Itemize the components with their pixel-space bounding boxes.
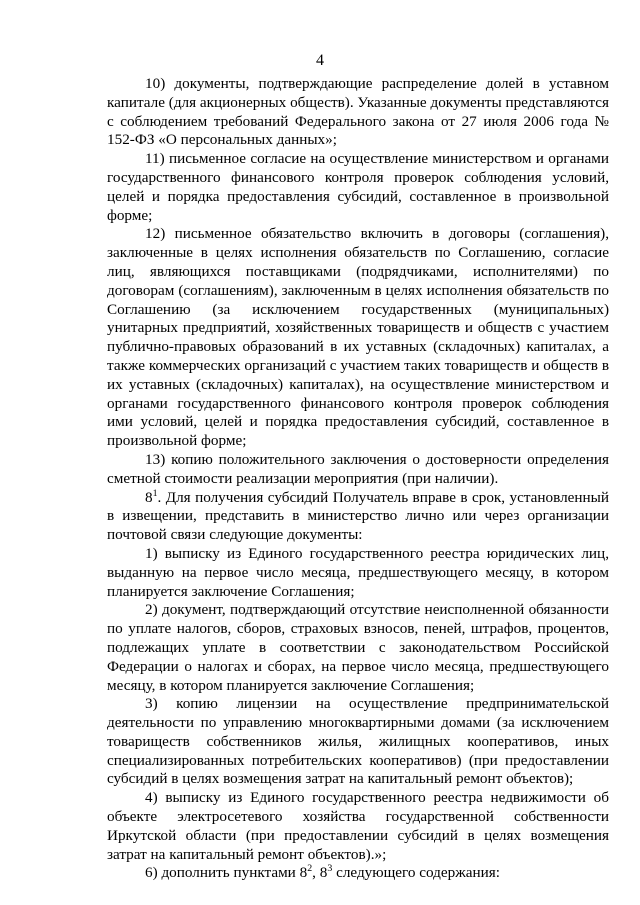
paragraph-text: . Для получения субсидий Получатель вправе в срок, установленный в извещении, представить в министерство лично или через организации почтовой связи следующие документы: [107, 488, 609, 544]
paragraph-text: следующего содержания: [332, 864, 500, 882]
list-item [107, 225, 609, 451]
clause-number: 8 [145, 488, 153, 506]
clause-superscript: 1 [152, 487, 158, 499]
paragraph-text: 13) копию положительного заключения о достоверности определения сметной стоимости реализации мероприятия (при наличии). [107, 450, 609, 487]
paragraph-text: 6) дополнить пунктами 8 [145, 864, 308, 882]
amendment-item [107, 864, 609, 883]
document-body [107, 75, 609, 883]
paragraph-text: 12) письменное обязательство включить в договоры (соглашения), заключенные в целях исполнения обязательств по Соглашению, согласие лиц, являющихся поставщиками (подрядчиками, исполнителями) по договорам (соглашениям), заключенным в целях исполнения обязательств по Соглашению (за исключением государственных (муниципальных) унитарных предприятий, хозяйственных товариществ и обществ с участием публично-правовых образований в их уставных (складочных) капиталах, а также коммерческих организаций с участием таких товариществ и обществ в их уставных (складочных) капиталах), на осуществление министерством и органами государственного финансового контроля проверок соблюдения ими условий, целей и порядка предоставления субсидий, составленное в произвольной форме; [107, 225, 609, 450]
clause-superscript: 2 [307, 863, 313, 875]
paragraph-text: 11) письменное согласие на осуществление министерством и органами государственного финансового контроля проверок соблюдения условий, целей и порядка предоставления субсидий, составленное в произвольной форме; [107, 150, 609, 224]
list-item [107, 789, 609, 864]
list-item [107, 601, 609, 695]
paragraph-text: , 8 [312, 864, 328, 882]
clause-superscript: 3 [327, 863, 333, 875]
list-item [107, 150, 609, 225]
paragraph-text: 1) выписку из Единого государственного реестра юридических лиц, выданную на первое число месяца, предшествующего месяцу, в котором планируется заключение Соглашения; [107, 544, 609, 600]
page-number: 4 [316, 52, 324, 69]
list-item [107, 545, 609, 601]
list-item [107, 75, 609, 150]
list-item [107, 695, 609, 789]
paragraph-text: 3) копию лицензии на осуществление предпринимательской деятельности по управлению многоквартирными домами (за исключением товариществ собственников жилья, жилищных кооперативов, иных специализированных потребительских кооперативов) (при предоставлении субсидий в целях возмещения затрат на капитальный ремонт объектов); [107, 695, 609, 788]
paragraph-text: 2) документ, подтверждающий отсутствие неисполненной обязанности по уплате налогов, сборов, страховых взносов, пеней, штрафов, процентов, подлежащих уплате в соответствии с законодательством Российской Федерации о налогах и сборах, на первое число месяца, предшествующего месяцу, в котором планируется заключение Соглашения; [107, 601, 609, 694]
paragraph-text: 4) выписку из Единого государственного реестра недвижимости об объекте электросетевого хозяйства государственной собственности Иркутской области (при предоставлении субсидий в целях возмещения затрат на капитальный ремонт объектов).»; [107, 789, 609, 863]
paragraph-text: 10) документы, подтверждающие распределение долей в уставном капитале (для акционерных обществ). Указанные документы представляются с соблюдением требований Федерального закона от 27 июля 2006 года № 152-ФЗ «О персональных данных»; [107, 75, 609, 149]
clause-8-1 [107, 489, 609, 545]
list-item [107, 451, 609, 489]
